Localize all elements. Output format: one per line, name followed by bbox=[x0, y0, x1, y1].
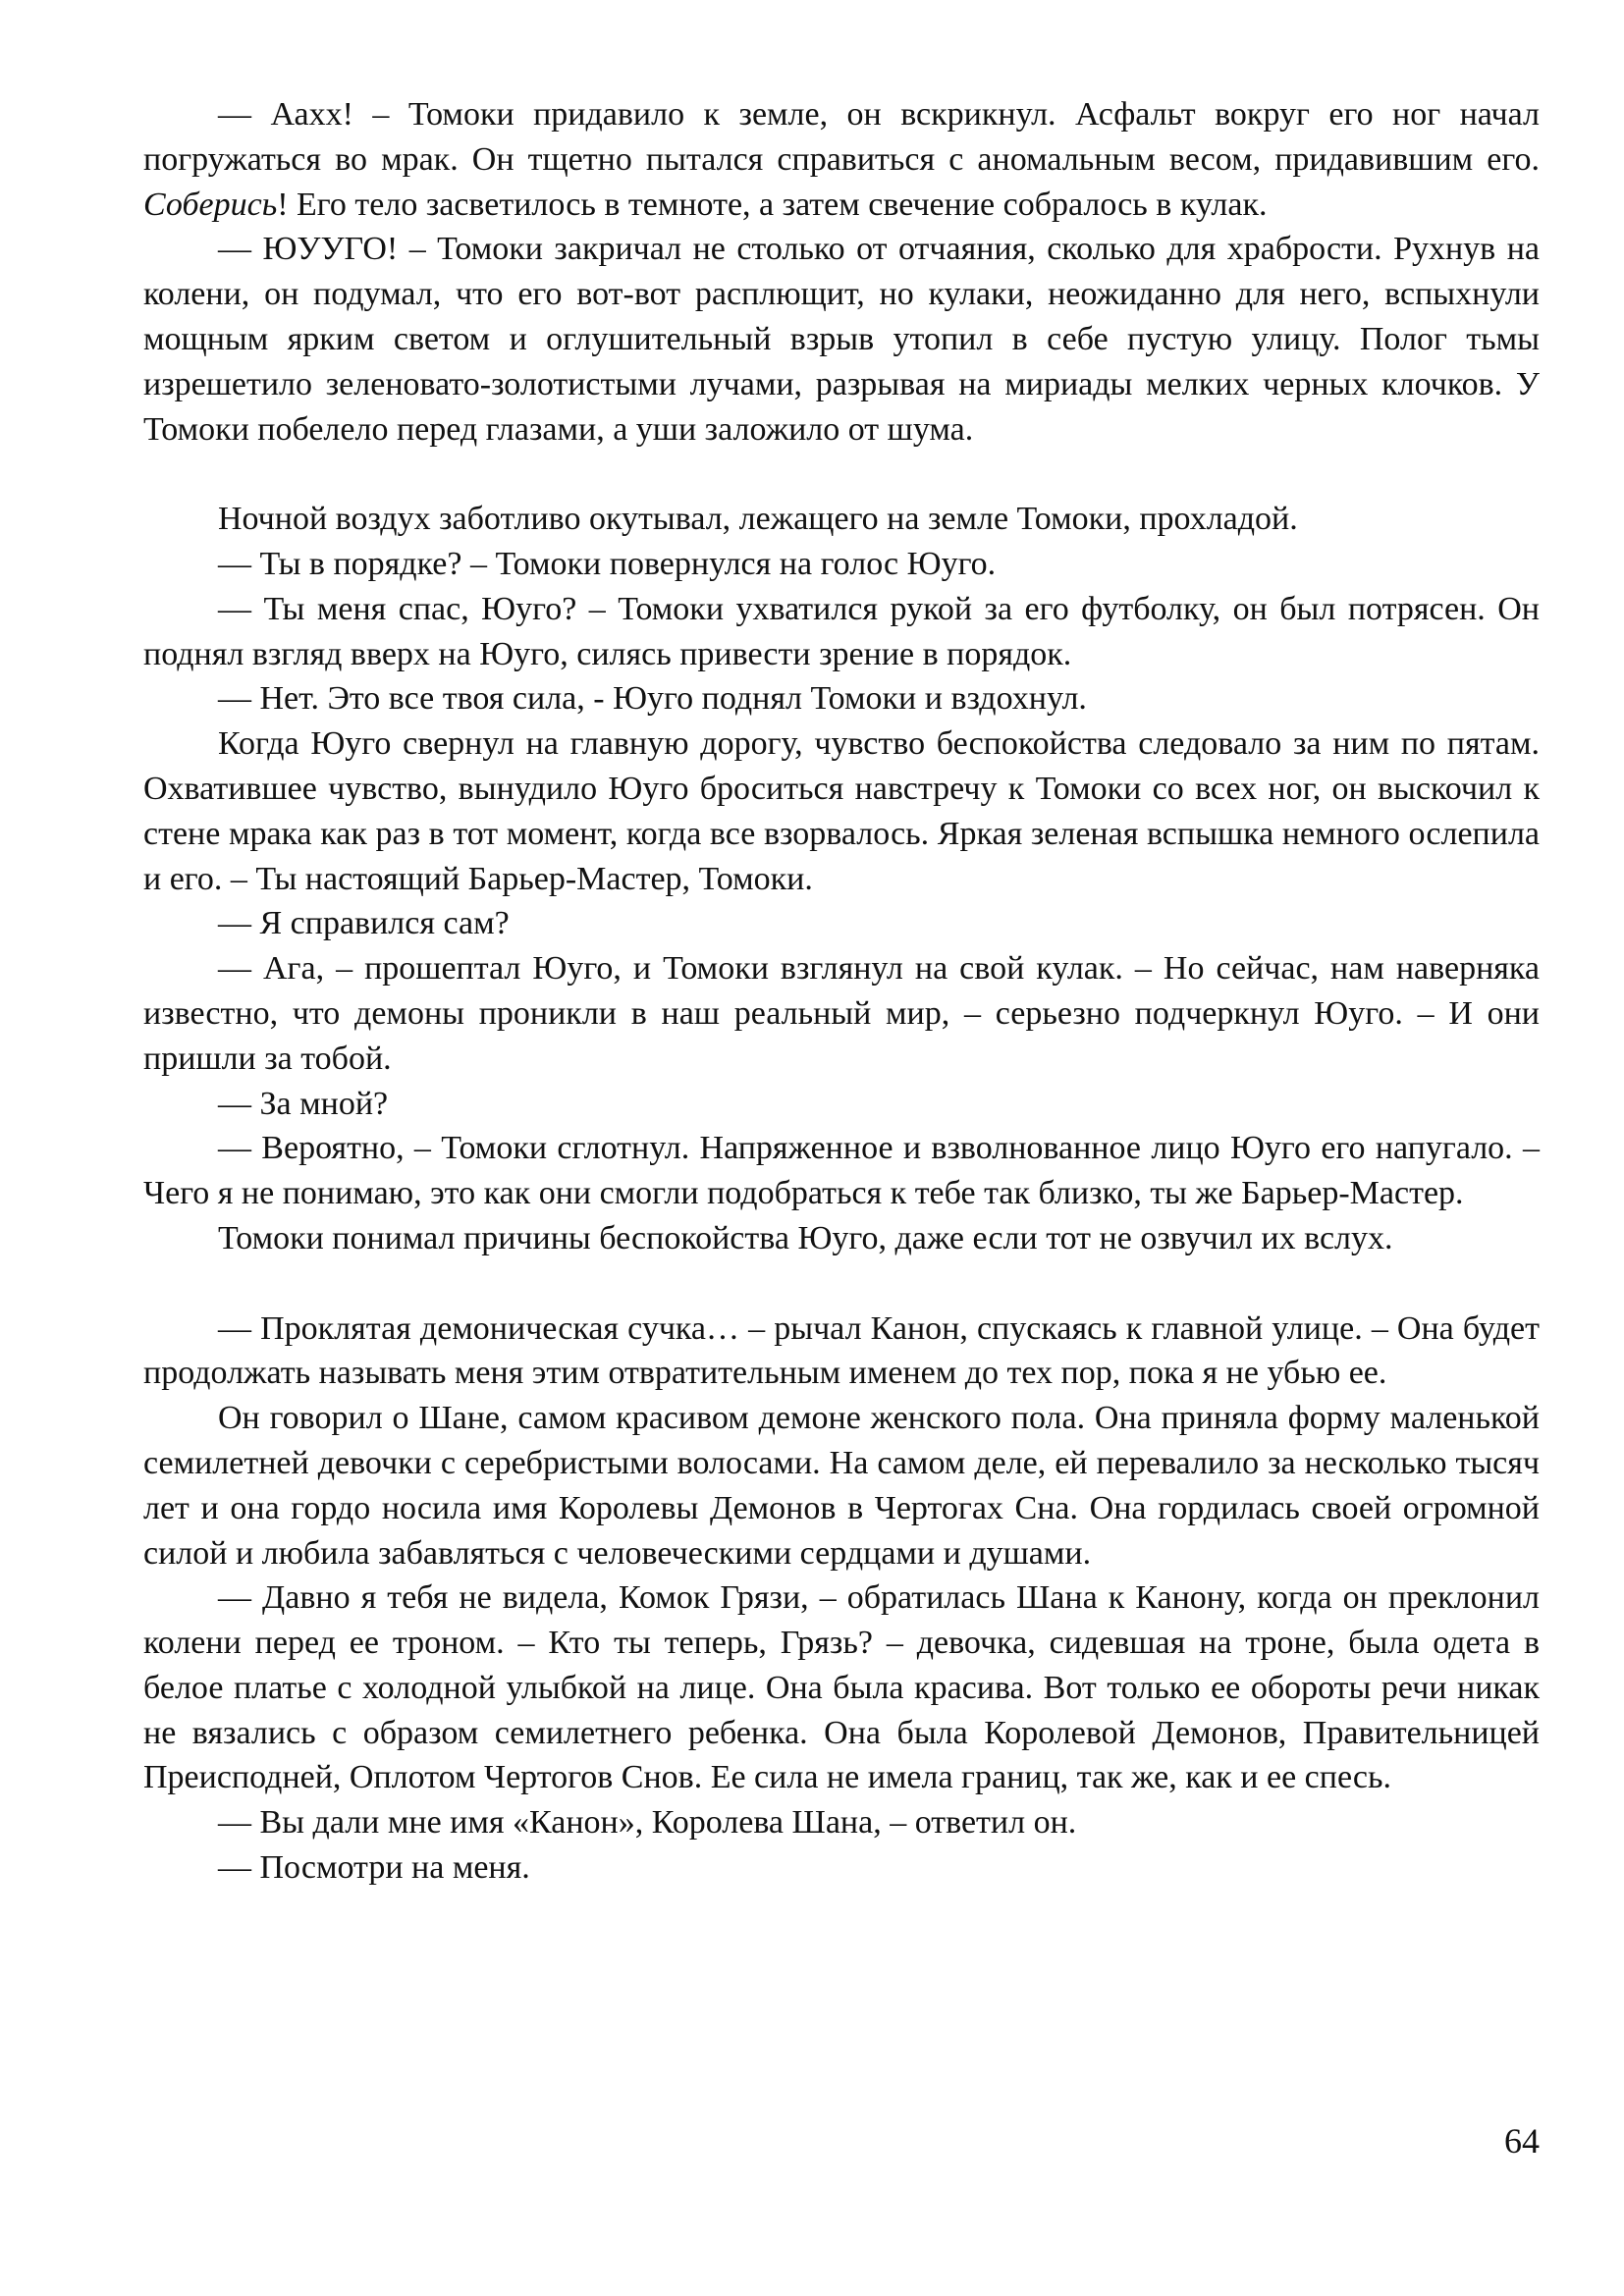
text-segment: — ЮУУГО! – Томоки закричал не столько от отчаяния, сколько для храбрости. Рухнув на колени, он подумал, что его вот-вот расплющит, но кулаки, неожиданно для него, вспыхнули мощным ярким светом и оглушительный взрыв утопил в себе пустую улицу. Полог тьмы изрешетило зеленовато-золотистыми лучами, разрывая на мириады мелких черных клочков. У Томоки побелело перед глазами, а уши заложило от шума. bbox=[143, 231, 1540, 448]
paragraph bbox=[143, 542, 1540, 587]
text-segment: Томоки понимал причины беспокойства Юуго, даже если тот не озвучил их вслух. bbox=[218, 1219, 1393, 1256]
document-page bbox=[143, 92, 1540, 1891]
paragraph bbox=[143, 1575, 1540, 1800]
paragraph bbox=[143, 497, 1540, 542]
paragraph bbox=[143, 1216, 1540, 1261]
text-segment: — Ага, – прошептал Юуго, и Томоки взглянул на свой кулак. – Но сейчас, нам наверняка известно, что демоны проникли в наш реальный мир, – серьезно подчеркнул Юуго. – И они пришли за тобой. bbox=[143, 950, 1540, 1077]
paragraph bbox=[143, 1307, 1540, 1397]
text-segment: — За мной? bbox=[218, 1085, 389, 1122]
text-segment: — Вы дали мне имя «Канон», Королева Шана, – ответил он. bbox=[218, 1804, 1077, 1842]
paragraph bbox=[143, 227, 1540, 452]
text-segment: — Нет. Это все твоя сила, - Юуго поднял Томоки и вздохнул. bbox=[218, 680, 1087, 718]
italic-text: Соберись bbox=[143, 186, 278, 223]
text-segment: — Я справился сам? bbox=[218, 905, 510, 942]
paragraph bbox=[143, 901, 1540, 946]
paragraph bbox=[143, 946, 1540, 1081]
text-segment: — Посмотри на меня. bbox=[218, 1849, 530, 1887]
paragraph bbox=[143, 1126, 1540, 1216]
text-segment: Когда Юуго свернул на главную дорогу, чувство беспокойства следовало за ним по пятам. Охватившее чувство, вынудило Юуго броситься навстречу к Томоки со всех ног, он выскочил к стене мрака как раз в тот момент, когда все взорвалось. Яркая зеленая вспышка немного ослепила и его. – Ты настоящий Барьер-Мастер, Томоки. bbox=[143, 725, 1540, 897]
text-segment: — Проклятая демоническая сучка… – рычал Канон, спускаясь к главной улице. – Она будет продолжать называть меня этим отвратительным именем до тех пор, пока я не убью ее. bbox=[143, 1309, 1540, 1392]
page-number: 64 bbox=[1504, 2121, 1540, 2161]
section-break bbox=[143, 1261, 1540, 1307]
text-segment: — Ты в порядке? – Томоки повернулся на голос Юуго. bbox=[218, 545, 997, 582]
text-segment: — Аахх! – Томоки придавило к земле, он вскрикнул. Асфальт вокруг его ног начал погружаться во мрак. Он тщетно пытался справиться с аномальным весом, придавившим его. bbox=[143, 96, 1540, 178]
paragraph bbox=[143, 676, 1540, 721]
paragraph bbox=[143, 92, 1540, 227]
text-segment: — Ты меня спас, Юуго? – Томоки ухватился рукой за его футболку, он был потрясен. Он поднял взгляд вверх на Юуго, силясь привести зрение в порядок. bbox=[143, 590, 1540, 672]
paragraph bbox=[143, 1845, 1540, 1891]
text-segment: — Вероятно, – Томоки сглотнул. Напряженное и взволнованное лицо Юуго его напугало. – Чего я не понимаю, это как они смогли подобраться к тебе так близко, ты же Барьер-Мастер. bbox=[143, 1130, 1540, 1212]
text-segment: ! Его тело засветилось в темноте, а затем свечение собралось в кулак. bbox=[277, 186, 1268, 223]
text-segment: Он говорил о Шане, самом красивом демоне женского пола. Она приняла форму маленькой семилетней девочки с серебристыми волосами. На самом деле, ей перевалило за несколько тысяч лет и она гордо носила имя Королевы Демонов в Чертогах Сна. Она гордилась своей огромной силой и любила забавляться с человеческими сердцами и душами. bbox=[143, 1400, 1540, 1572]
paragraph bbox=[143, 587, 1540, 677]
paragraph bbox=[143, 721, 1540, 901]
section-break bbox=[143, 452, 1540, 497]
paragraph bbox=[143, 1800, 1540, 1845]
text-segment: Ночной воздух заботливо окутывал, лежащего на земле Томоки, прохладой. bbox=[218, 501, 1298, 538]
paragraph bbox=[143, 1396, 1540, 1575]
text-segment: — Давно я тебя не видела, Комок Грязи, – обратилась Шана к Канону, когда он преклонил колени перед ее троном. – Кто ты теперь, Грязь? – девочка, сидевшая на троне, была одета в белое платье с холодной улыбкой на лице. Она была красива. Вот только ее обороты речи никак не вязались с образом семилетнего ребенка. Она была Королевой Демонов, Правительницей Преисподней, Оплотом Чертогов Снов. Ее сила не имела границ, так же, как и ее спесь. bbox=[143, 1579, 1540, 1796]
paragraph bbox=[143, 1082, 1540, 1127]
